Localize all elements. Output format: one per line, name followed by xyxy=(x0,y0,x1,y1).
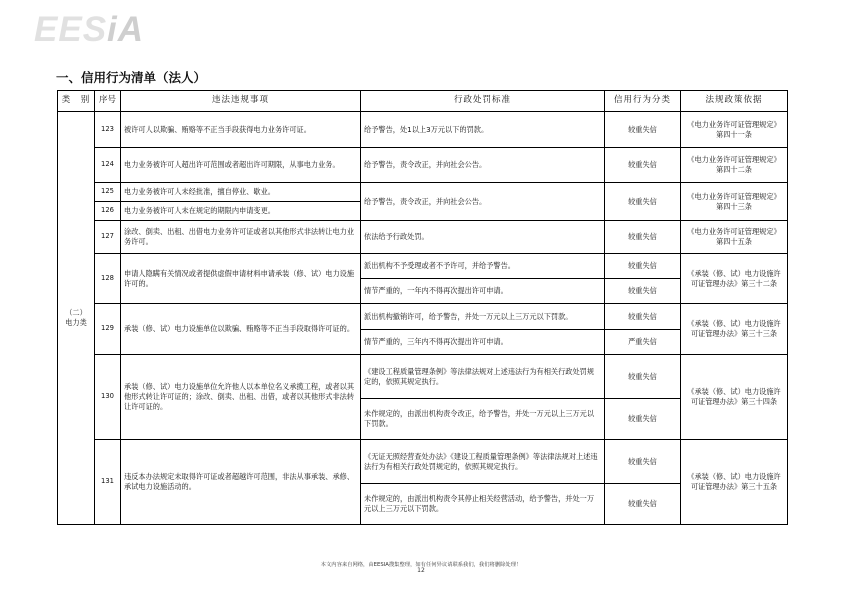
credit-class-cell: 较重失信 xyxy=(605,484,681,525)
header-violation: 违法违规事项 xyxy=(121,91,361,112)
basis-cell: 《电力业务许可证管理规定》第四十一条 xyxy=(681,112,788,148)
penalty-cell: 给予警告，处1以上3万元以下的罚款。 xyxy=(361,112,605,148)
footer-notice: 本文内容来自网络，由EESIA搜集整理，如有任何异议请联系我们，我们将删除处理！ xyxy=(320,562,522,568)
penalty-cell: 未作规定的，由派出机构责令改正，给予警告，并处一万元以上三万元以下罚款。 xyxy=(361,399,605,440)
basis-cell: 《电力业务许可证管理规定》第四十五条 xyxy=(681,221,788,254)
credit-class-cell: 较重失信 xyxy=(605,112,681,148)
seq-cell: 126 xyxy=(95,202,121,221)
penalty-cell: 给予警告，责令改正，并向社会公告。 xyxy=(361,183,605,221)
credit-class-cell: 较重失信 xyxy=(605,254,681,279)
seq-cell: 123 xyxy=(95,112,121,148)
credit-class-cell: 较重失信 xyxy=(605,221,681,254)
basis-cell: 《承装（修、试）电力设施许可证管理办法》第三十三条 xyxy=(681,304,788,355)
penalty-cell: 未作规定的，由派出机构责令其停止相关经营活动，给予警告，并处一万元以上三万元以下罚款。 xyxy=(361,484,605,525)
credit-class-cell: 较重失信 xyxy=(605,440,681,484)
credit-class-cell: 较重失信 xyxy=(605,355,681,399)
basis-cell: 《电力业务许可证管理规定》第四十三条 xyxy=(681,183,788,221)
seq-cell: 129 xyxy=(95,304,121,355)
table-row xyxy=(58,112,788,148)
credit-behavior-table xyxy=(57,90,788,525)
credit-class-cell: 较重失信 xyxy=(605,304,681,330)
violation-cell: 申请人隐瞒有关情况或者提供虚假申请材料申请承装（修、试）电力设施许可的。 xyxy=(121,254,361,304)
header-credit-class: 信用行为分类 xyxy=(605,91,681,112)
table-row xyxy=(58,221,788,254)
violation-cell: 承装（修、试）电力设施单位允许他人以本单位名义承揽工程，或者以其他形式转让许可证的；涂改、倒卖、出租、出借，或者以其他形式非法转让许可证的。 xyxy=(121,355,361,440)
table-row xyxy=(58,304,788,330)
penalty-cell: 情节严重的，一年内不得再次提出许可申请。 xyxy=(361,279,605,304)
table-header-row xyxy=(58,91,788,112)
page-number: 12 xyxy=(417,567,425,574)
penalty-cell: 依法给予行政处罚。 xyxy=(361,221,605,254)
table-row xyxy=(58,355,788,399)
seq-cell: 130 xyxy=(95,355,121,440)
basis-cell: 《承装（修、试）电力设施许可证管理办法》第三十五条 xyxy=(681,440,788,525)
header-category: 类 别 xyxy=(58,91,95,112)
credit-class-cell: 较重失信 xyxy=(605,183,681,221)
basis-cell: 《承装（修、试）电力设施许可证管理办法》第三十四条 xyxy=(681,355,788,440)
penalty-cell: 《建设工程质量管理条例》等法律法规对上述违法行为有相关行政处罚规定的，依照其规定执行。 xyxy=(361,355,605,399)
penalty-cell: 派出机构撤销许可，给予警告，并处一万元以上三万元以下罚款。 xyxy=(361,304,605,330)
table-row xyxy=(58,440,788,484)
violation-cell: 电力业务被许可人超出许可范围或者超出许可期限，从事电力业务。 xyxy=(121,148,361,183)
violation-cell: 违反本办法规定未取得许可证或者超越许可范围，非法从事承装、承修、承试电力设施活动的。 xyxy=(121,440,361,525)
eesia-logo: EESiA xyxy=(34,10,145,49)
violation-cell: 电力业务被许可人未经批准，擅自停业、歇业。 xyxy=(121,183,361,202)
table-row xyxy=(58,148,788,183)
penalty-cell: 派出机构不予受理或者不予许可，并给予警告。 xyxy=(361,254,605,279)
category-cell: （二） 电力类 xyxy=(58,112,95,525)
basis-cell: 《电力业务许可证管理规定》第四十二条 xyxy=(681,148,788,183)
seq-cell: 128 xyxy=(95,254,121,304)
seq-cell: 124 xyxy=(95,148,121,183)
penalty-cell: 情节严重的，三年内不得再次提出许可申请。 xyxy=(361,330,605,355)
penalty-cell: 给予警告，责令改正，并向社会公告。 xyxy=(361,148,605,183)
credit-class-cell: 严重失信 xyxy=(605,330,681,355)
violation-cell: 电力业务被许可人未在规定的期限内申请变更。 xyxy=(121,202,361,221)
basis-cell: 《承装（修、试）电力设施许可证管理办法》第三十二条 xyxy=(681,254,788,304)
credit-class-cell: 较重失信 xyxy=(605,279,681,304)
seq-cell: 127 xyxy=(95,221,121,254)
violation-cell: 被许可人以欺骗、贿赂等不正当手段获得电力业务许可证。 xyxy=(121,112,361,148)
penalty-cell: 《无证无照经营查处办法》《建设工程质量管理条例》等法律法规对上述违法行为有相关行政处罚规定的，依照其规定执行。 xyxy=(361,440,605,484)
seq-cell: 125 xyxy=(95,183,121,202)
section-title: 一、信用行为清单（法人） xyxy=(56,70,207,85)
credit-class-cell: 较重失信 xyxy=(605,148,681,183)
seq-cell: 131 xyxy=(95,440,121,525)
violation-cell: 涂改、倒卖、出租、出借电力业务许可证或者以其他形式非法转让电力业务许可。 xyxy=(121,221,361,254)
header-basis: 法规政策依据 xyxy=(681,91,788,112)
header-seq: 序号 xyxy=(95,91,121,112)
header-penalty: 行政处罚标准 xyxy=(361,91,605,112)
table-row xyxy=(58,183,788,202)
violation-cell: 承装（修、试）电力设施单位以欺骗、贿赂等不正当手段取得许可证的。 xyxy=(121,304,361,355)
table-row xyxy=(58,254,788,279)
credit-class-cell: 较重失信 xyxy=(605,399,681,440)
